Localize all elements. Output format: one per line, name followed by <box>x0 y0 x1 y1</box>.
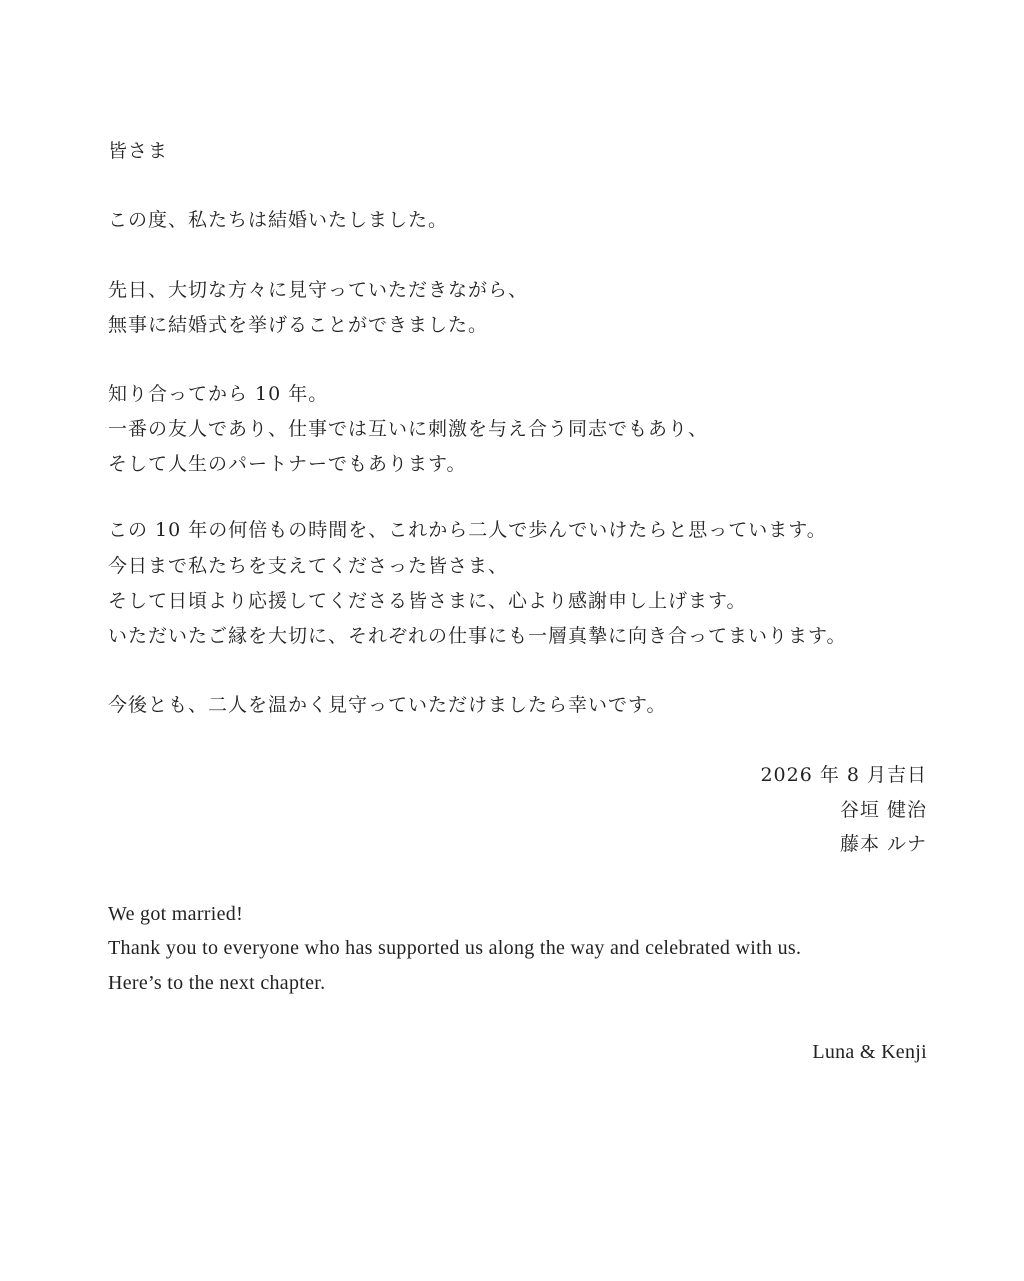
gratitude-line-1: この 10 年の何倍もの時間を、これから二人で歩んでいけたらと思っています。 <box>108 519 827 541</box>
ceremony-line-2: 無事に結婚式を挙げることができました。 <box>108 314 489 336</box>
english-line-1: We got married! <box>108 903 244 925</box>
relationship-line-2: 一番の友人であり、仕事では互いに刺激を与え合う同志でもあり、 <box>108 418 709 440</box>
relationship-line-3: そして人生のパートナーでもあります。 <box>108 453 467 475</box>
closing-line: 今後とも、二人を温かく見守っていただけましたら幸いです。 <box>108 694 667 716</box>
announcement-line: この度、私たちは結婚いたしました。 <box>108 209 449 231</box>
letter-date: 2026 年 8 月吉日 <box>760 764 927 786</box>
english-line-3: Here’s to the next chapter. <box>108 972 326 994</box>
english-line-2: Thank you to everyone who has supported us along the way and celebrated with us. <box>108 937 802 959</box>
salutation: 皆さま <box>108 140 169 162</box>
gratitude-line-3: そして日頃より応援してくださる皆さまに、心より感謝申し上げます。 <box>108 590 747 612</box>
signature-name-2: 藤本 ルナ <box>839 833 927 855</box>
relationship-line-1: 知り合ってから 10 年。 <box>108 383 329 405</box>
ceremony-line-1: 先日、大切な方々に見守っていただきながら、 <box>108 279 529 301</box>
gratitude-line-2: 今日まで私たちを支えてくださった皆さま、 <box>108 555 509 577</box>
gratitude-line-4: いただいたご縁を大切に、それぞれの仕事にも一層真摯に向き合ってまいります。 <box>108 625 847 647</box>
english-signature: Luna & Kenji <box>812 1041 927 1063</box>
signature-name-1: 谷垣 健治 <box>839 799 927 821</box>
